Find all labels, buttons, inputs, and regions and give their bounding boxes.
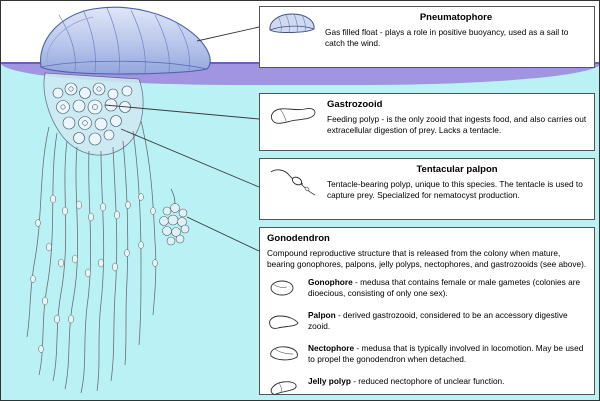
gonodendron-cluster xyxy=(160,189,190,245)
gonophore-icon xyxy=(267,278,301,303)
callout-gastrozooid xyxy=(259,93,595,151)
sub-item-gonophore xyxy=(267,277,587,303)
sub-item-text xyxy=(308,376,587,387)
gonodendron-title: Gonodendron xyxy=(267,233,330,244)
tentacle-nematocyst-batteries xyxy=(31,193,158,352)
callout-body: Feeding polyp - is the only zooid that ingests food, and also carries out extracellular digestion of prey. Lacks a tentacle. xyxy=(327,114,587,136)
sub-item-palpon xyxy=(267,310,587,336)
callout-title: Gastrozooid xyxy=(327,99,383,110)
colony-body xyxy=(44,73,143,155)
sub-item-name: Gonophore xyxy=(308,277,353,288)
callout-pneumatophore xyxy=(259,6,595,68)
callout-body: Gas filled float - plays a role in positive buoyancy, used as a sail to catch the wind. xyxy=(325,27,569,49)
sub-item-text xyxy=(308,277,587,299)
tentacular-palpon-icon xyxy=(267,164,319,203)
sub-item-name: Jelly polyp xyxy=(308,376,351,387)
sub-item-desc: - derived gastrozooid, considered to be an accessory digestive zooid. xyxy=(308,310,568,332)
sub-item-desc: - reduced nectophore of unclear function. xyxy=(350,376,505,387)
pneumatophore-float-icon xyxy=(267,12,317,41)
sub-item-text xyxy=(308,310,587,332)
sub-item-desc: - medusa that contains female or male gametes (colonies are dioecious, consisting of only one sex). xyxy=(308,277,581,299)
sub-item-name: Palpon xyxy=(308,310,336,321)
callout-title: Pneumatophore xyxy=(419,12,493,23)
callout-gonodendron xyxy=(259,227,595,395)
nectophore-icon xyxy=(267,344,301,369)
callout-title: Tentacular palpon xyxy=(416,164,498,175)
gonodendron-body: Compound reproductive structure that is released from the colony when mature, bearing gonophores, palpons, jelly polyps, nectophores, and gastrozooids (see above). xyxy=(267,248,587,270)
sub-item-nectophore xyxy=(267,343,587,369)
sub-item-desc: - medusa that is typically involved in locomotion. May be used to propel the gonodendron when detached. xyxy=(308,343,584,365)
pneumatophore-shape xyxy=(41,7,211,74)
sub-item-jelly-polyp xyxy=(267,376,587,401)
tentacles xyxy=(27,121,156,393)
gastrozooid-polyp-icon xyxy=(267,99,319,134)
palpon-icon xyxy=(267,311,301,336)
sub-item-name: Nectophore xyxy=(308,343,355,354)
sub-item-text xyxy=(308,343,587,365)
callout-tentacular-palpon xyxy=(259,158,595,220)
man-o-war-illustration xyxy=(1,1,261,401)
callout-body: Tentacle-bearing polyp, unique to this species. The tentacle is used to capture prey. Specialized for nematocyst production. xyxy=(327,179,583,201)
jelly-polyp-icon xyxy=(267,377,301,401)
